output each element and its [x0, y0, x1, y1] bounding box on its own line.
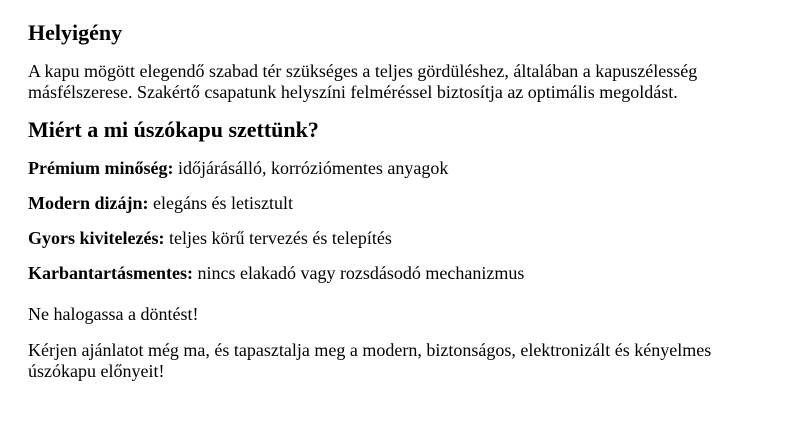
feature-label: Prémium minőség: [28, 158, 174, 178]
feature-text: nincs elakadó vagy rozsdásodó mechanizmus [192, 263, 525, 283]
feature-label: Gyors kivitelezés: [28, 228, 165, 248]
feature-item-installation [28, 228, 772, 249]
cta-text: Kérjen ajánlatot még ma, és tapasztalja meg a modern, biztonságos, elektronizált és kényelmes úszókapu előnyeit! [28, 340, 712, 381]
feature-label: Karbantartásmentes: [28, 263, 193, 283]
feature-item-maintenance [28, 263, 772, 284]
feature-item-quality [28, 158, 772, 179]
feature-text: elegáns és letisztult [148, 193, 293, 213]
space-requirement-text: A kapu mögött elegendő szabad tér szükséges a teljes gördüléshez, általában a kapuszélesség másfélszerese. Szakértő csapatunk helyszíni felméréssel biztosítja az optimális megoldást. [28, 61, 698, 102]
why-us-heading: Miért a mi úszókapu szettünk? [28, 117, 319, 142]
cta-headline: Ne halogassa a döntést! [28, 304, 199, 324]
feature-label: Modern dizájn: [28, 193, 149, 213]
feature-text: időjárásálló, korróziómentes anyagok [173, 158, 449, 178]
feature-text: teljes körű tervezés és telepítés [164, 228, 392, 248]
space-requirement-heading: Helyigény [28, 20, 123, 45]
feature-item-design [28, 193, 772, 214]
